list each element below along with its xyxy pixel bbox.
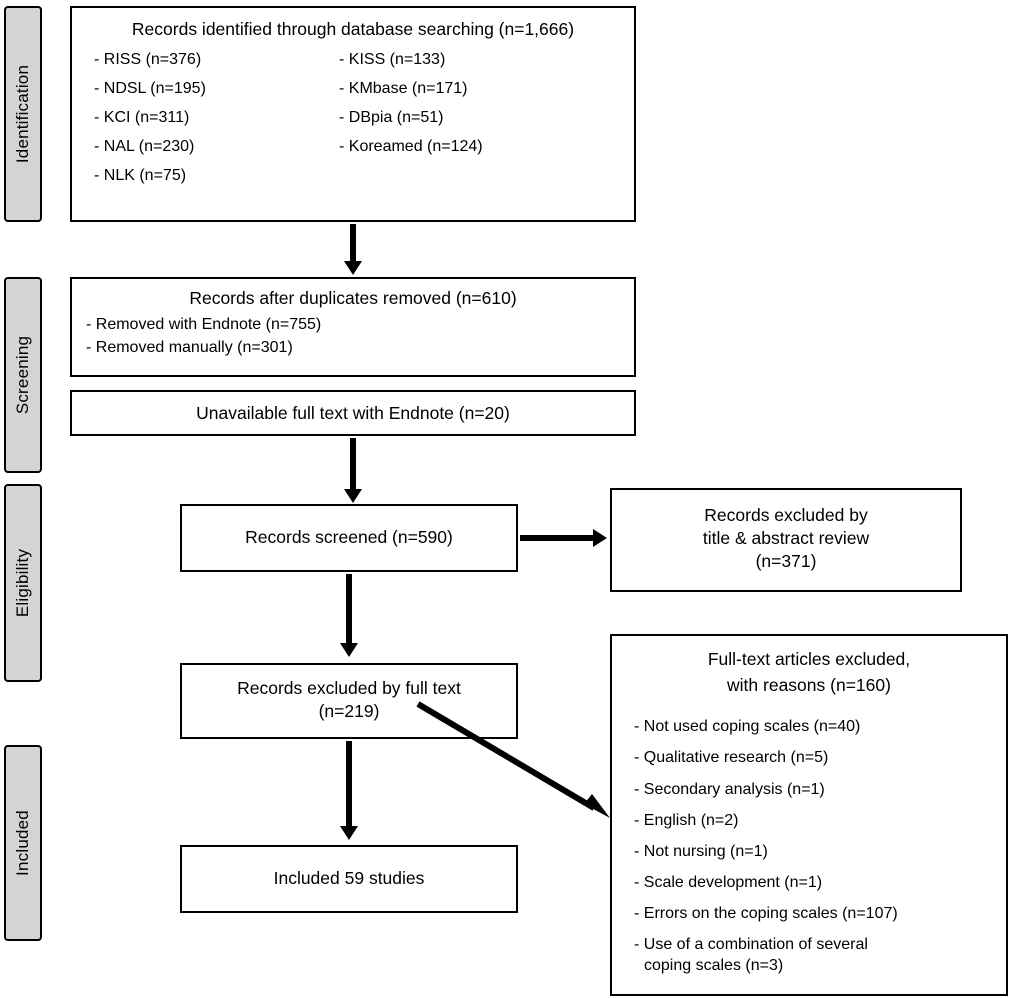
box-excluded-title-abstract xyxy=(610,488,962,592)
excluded-fulltext-line1: Records excluded by full text xyxy=(237,678,461,698)
database-item: - KCI (n=311) xyxy=(94,108,190,126)
arrow-fulltext-to-reasons xyxy=(414,700,624,830)
box-records-screened xyxy=(180,504,518,572)
arrow-identification-to-duplicates xyxy=(350,224,356,262)
box-included-studies xyxy=(180,845,518,913)
box-fulltext-excluded-reasons xyxy=(610,634,1008,996)
records-screened-title: Records screened (n=590) xyxy=(245,527,453,547)
reasons-head-line2: with reasons (n=160) xyxy=(727,674,891,695)
stage-screening xyxy=(4,277,42,473)
included-studies-title: Included 59 studies xyxy=(273,868,425,888)
reason-item: - Errors on the coping scales (n=107) xyxy=(634,905,898,923)
reason-item: - English (n=2) xyxy=(634,811,739,829)
database-item: - NAL (n=230) xyxy=(94,137,195,155)
arrow-duplicates-to-screened xyxy=(350,438,356,490)
stage-screening-label: Screening xyxy=(13,335,32,415)
duplicates-removed-item: - Removed manually (n=301) xyxy=(86,338,293,356)
database-item xyxy=(339,167,634,185)
reason-item: - Not nursing (n=1) xyxy=(634,843,768,860)
duplicates-removed-title: Records after duplicates removed (n=610) xyxy=(189,288,517,308)
box-duplicates-removed xyxy=(70,277,636,377)
box-records-identified xyxy=(70,6,636,222)
duplicates-removed-details xyxy=(82,310,624,359)
excluded-title-abstract-line1: Records excluded by xyxy=(704,505,868,525)
reason-item: - Not used coping scales (n=40) xyxy=(634,718,861,736)
excluded-fulltext-line2: (n=219) xyxy=(318,700,380,721)
stage-included-label: Included xyxy=(13,810,32,876)
unavailable-fulltext-title: Unavailable full text with Endnote (n=20) xyxy=(196,403,510,423)
reason-item: - Qualitative research (n=5) xyxy=(634,749,829,767)
reason-item: - Secondary analysis (n=1) xyxy=(634,780,825,798)
stage-identification xyxy=(4,6,42,222)
arrow-to-included xyxy=(346,741,352,827)
stage-eligibility xyxy=(4,484,42,682)
reasons-head-line1: Full-text articles excluded, xyxy=(707,649,911,669)
duplicates-removed-item: - Removed with Endnote (n=755) xyxy=(86,315,322,333)
arrow-screened-to-excluded-title xyxy=(520,535,594,541)
box-unavailable-fulltext xyxy=(70,390,636,436)
database-item: - NLK (n=75) xyxy=(94,166,187,184)
stage-included xyxy=(4,745,42,941)
reason-item: - Scale development (n=1) xyxy=(634,874,823,892)
reasons-list xyxy=(612,697,1006,977)
database-counts-list xyxy=(72,47,634,185)
stage-identification-label: Identification xyxy=(13,64,32,164)
records-identified-title: Records identified through database searching (n=1,666) xyxy=(131,19,575,39)
database-item: - NDSL (n=195) xyxy=(94,79,206,97)
database-item: - Koreamed (n=124) xyxy=(339,137,483,155)
database-item: - KMbase (n=171) xyxy=(339,79,468,97)
excluded-title-abstract-line2: title & abstract review xyxy=(702,527,870,548)
reason-item-combination-line1: - Use of a combination of several xyxy=(634,935,868,953)
excluded-title-abstract-line3: (n=371) xyxy=(755,550,817,571)
database-item: - DBpia (n=51) xyxy=(339,108,444,126)
stage-eligibility-label: Eligibility xyxy=(13,548,32,618)
database-item: - RISS (n=376) xyxy=(94,50,202,68)
reason-item-combination-line2: coping scales (n=3) xyxy=(644,957,784,975)
database-item: - KISS (n=133) xyxy=(339,50,446,68)
reason-item-combination xyxy=(634,930,1006,977)
arrow-screened-to-excluded-fulltext xyxy=(346,574,352,644)
